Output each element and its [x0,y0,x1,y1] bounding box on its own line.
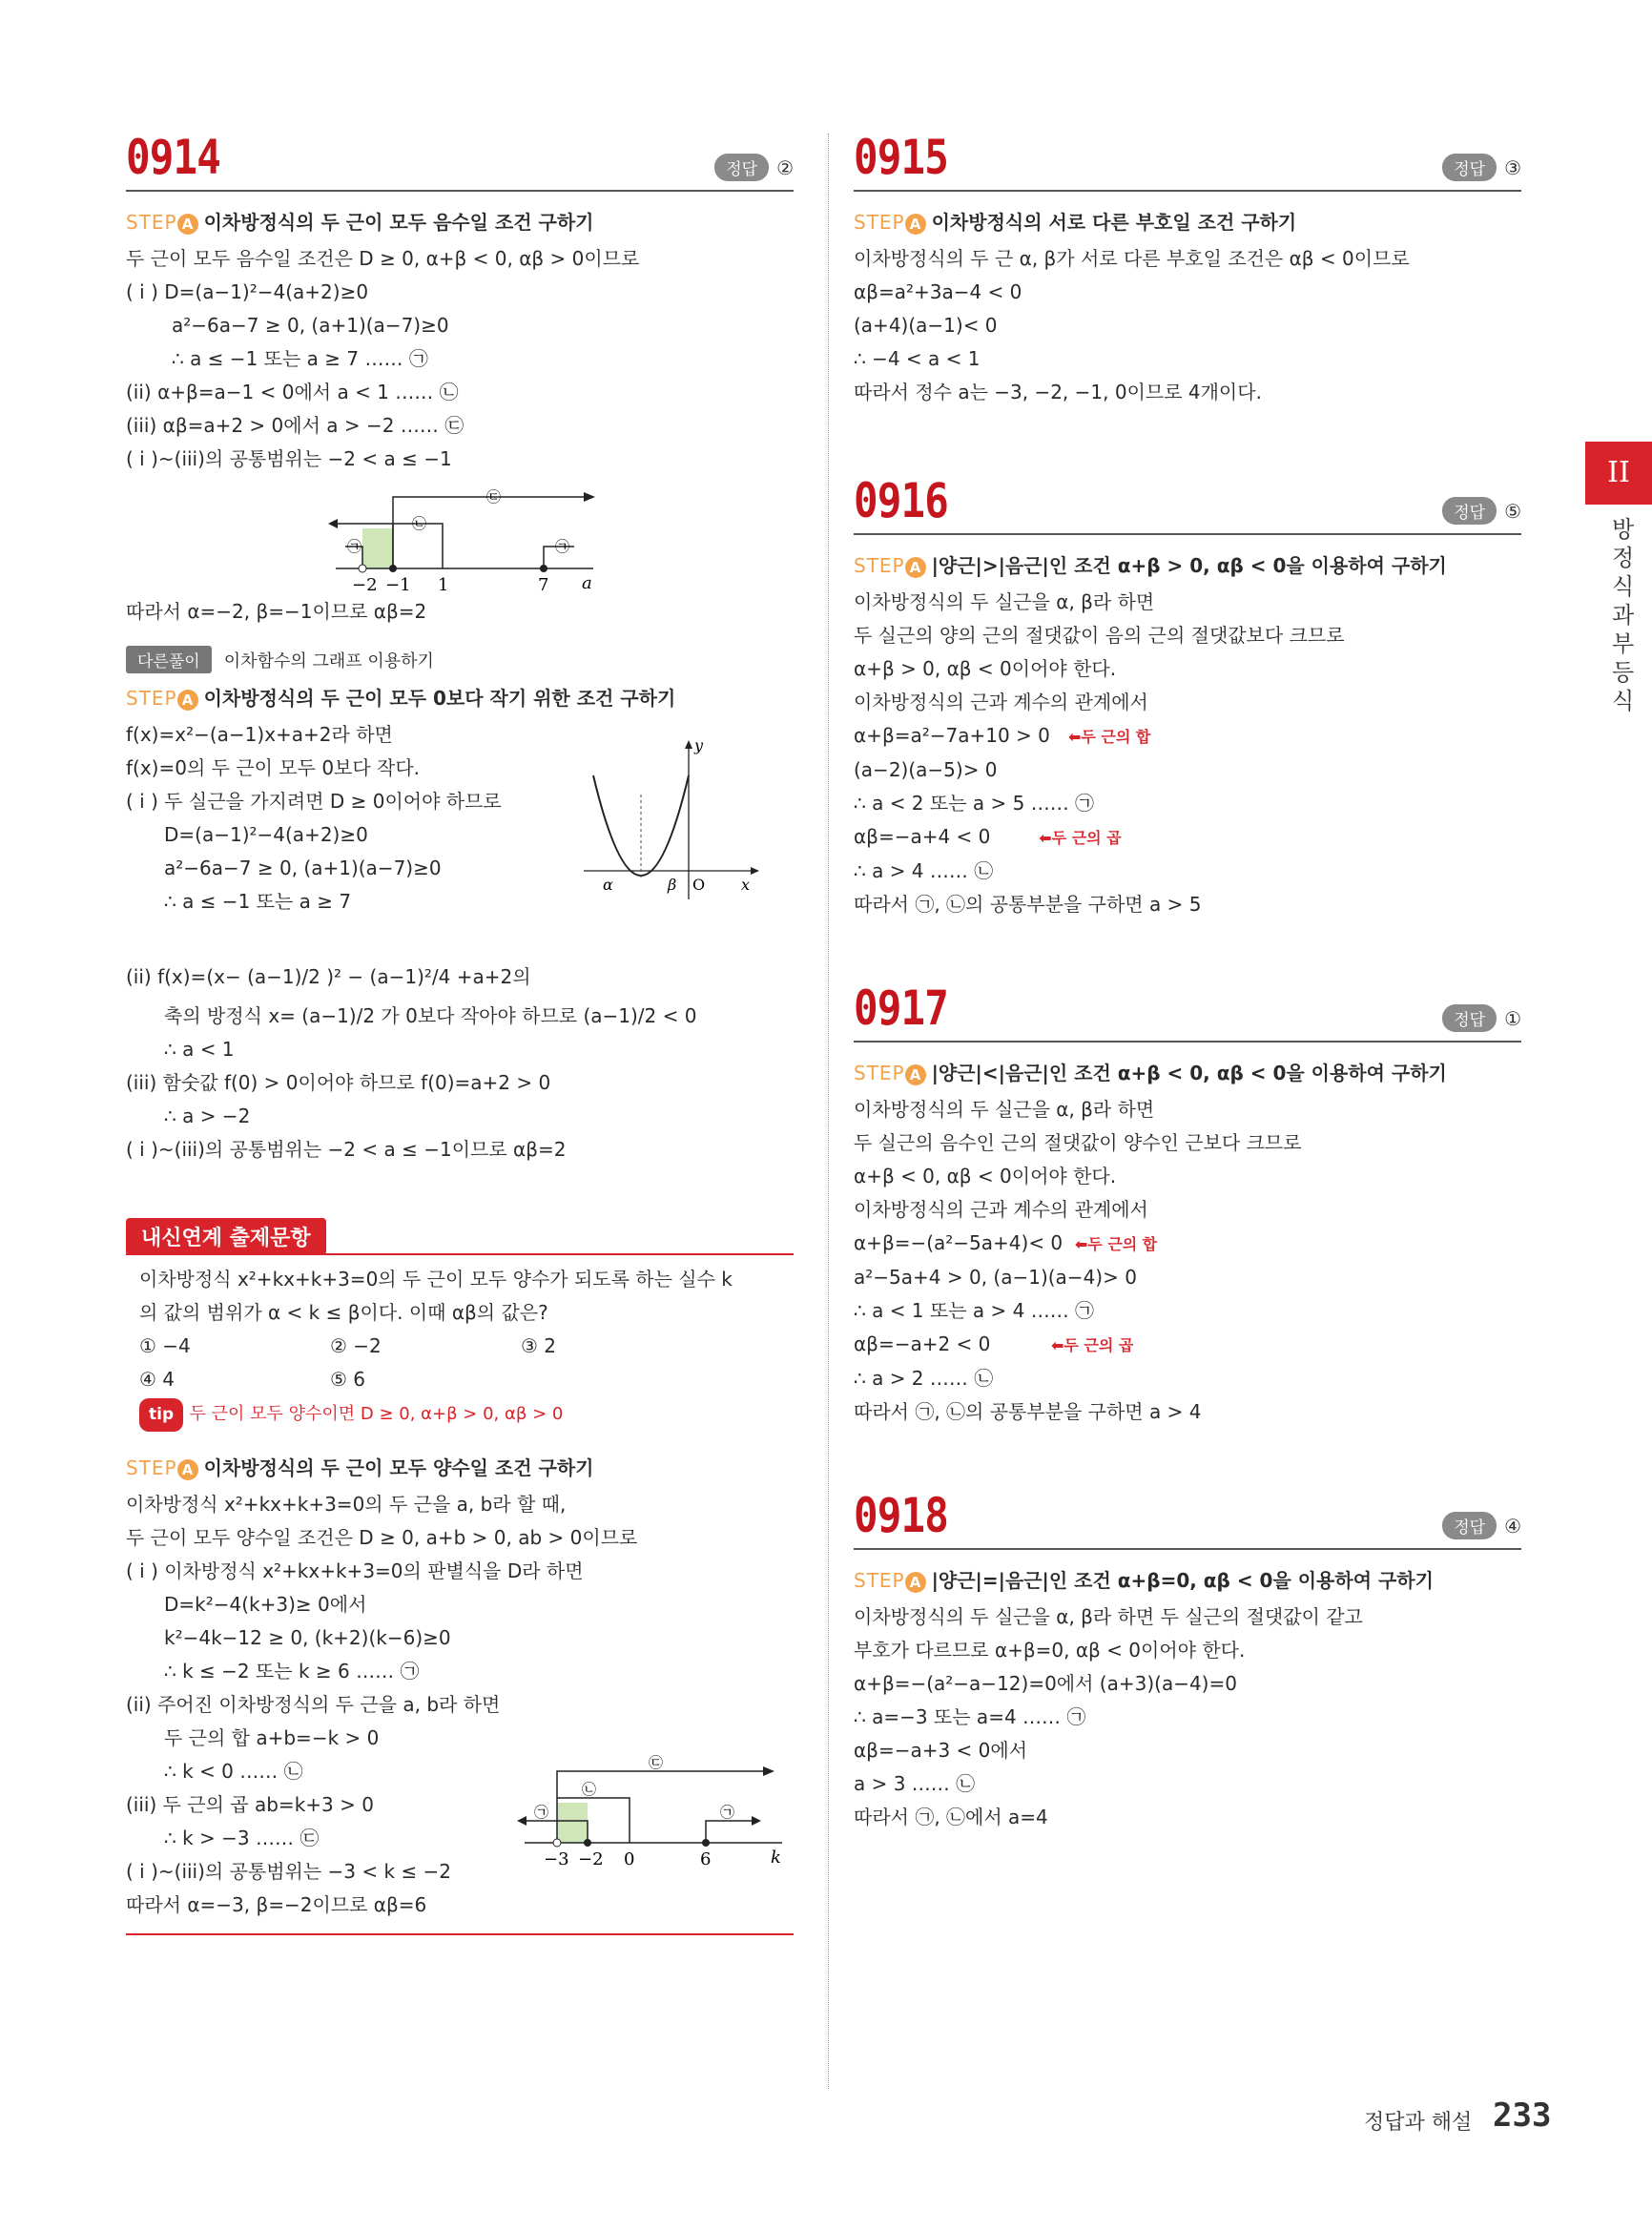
solution-line: ∴ k ≤ −2 또는 k ≥ 6 …… ㉠ [164,1660,420,1683]
solution-line: 이차방정식의 두 실근을 α, β라 하면 [854,590,1155,613]
solution-line: ( i ) 이차방정식 x²+kx+k+3=0의 판별식을 D라 하면 [126,1559,584,1582]
equation: αβ=−a+4 < 0 [854,825,991,848]
solution-line: ∴ a < 1 또는 a > 4 …… ㉠ [854,1299,1095,1322]
solution-line: D=k²−4(k+3)≥ 0에서 [164,1593,367,1616]
alt-block [126,718,794,919]
solution-line [854,1227,1521,1261]
choice: ③ 2 [521,1334,557,1357]
step-word: STEP [854,211,905,234]
solution-line: α+β < 0, αβ < 0이어야 한다. [854,1165,1117,1187]
parabola-graph [574,737,765,909]
tip-label: tip [139,1398,183,1432]
related-problem [126,1218,794,1935]
solution-line: 이차방정식의 두 실근을 α, β라 하면 두 실근의 절댓값이 같고 [854,1605,1363,1628]
answer-label: 정답 [1442,1512,1497,1539]
step-title: |양근|=|음근|인 조건 α+β=0, αβ < 0을 이용하여 구하기 [931,1569,1434,1592]
answer-box [1442,497,1521,525]
problem-number: 0917 [854,981,948,1036]
solution-line: 따라서 α=−3, β=−2이므로 αβ=6 [126,1893,427,1916]
solution-line: ∴ a > 4 …… ㉡ [854,859,994,882]
tick-label: a [582,573,592,593]
question-line: 이차방정식 x²+kx+k+3=0의 두 근이 모두 양수가 되도록 하는 실수 k [139,1268,733,1291]
solution-line: 이차방정식의 두 근 α, β가 서로 다른 부호일 조건은 αβ < 0이므로 [854,247,1410,270]
solution-line: ∴ a ≤ −1 또는 a ≥ 7 …… ㉠ [172,347,428,370]
solution-line: ∴ a > 2 …… ㉡ [854,1367,994,1390]
page-number: 233 [1493,2096,1552,2135]
related-question [126,1255,794,1432]
solution-line: (ii) f(x)=(x− (a−1)/2 )² − (a−1)²/4 +a+2의 [126,965,531,988]
solution-line: ∴ a < 1 [164,1038,235,1061]
solution-line: (a−2)(a−5)> 0 [854,758,998,781]
equation: α+β=−(a²−5a+4)< 0 [854,1231,1063,1254]
range-mark: ㉡ [412,515,427,532]
step-heading [854,207,1521,235]
related-solution [126,1488,794,1922]
chapter-tab: II [1585,442,1652,505]
solution-line: 따라서 ㉠, ㉡의 공통부분을 구하면 a > 5 [854,893,1202,916]
solution-line: α+β > 0, αβ < 0이어야 한다. [854,657,1117,680]
step-title: |양근|<|음근|인 조건 α+β < 0, αβ < 0을 이용하여 구하기 [931,1062,1447,1084]
choice: ④ 4 [139,1368,176,1391]
solution-line: 이차방정식의 두 실근을 α, β라 하면 [854,1098,1155,1121]
step-heading [854,550,1521,578]
note-sum: ⬅두 근의 합 [1067,728,1151,746]
number-line-diagram [326,476,612,595]
axis-label-x: x [741,876,751,894]
solution-line: α+β=−(a²−a−12)=0에서 (a+3)(a−4)=0 [854,1672,1237,1695]
solution-line: αβ=−a+3 < 0에서 [854,1739,1028,1762]
solution-line: ∴ k < 0 …… ㉡ [164,1760,303,1783]
problem-0915 [854,129,1521,472]
problem-number: 0918 [854,1488,948,1543]
range-mark: ㉢ [649,1754,664,1771]
related-banner: 내신연계 출제문항 [126,1218,326,1255]
problem-number: 0914 [126,130,220,185]
problem-0917 [854,980,1521,1487]
solution-line: a²−6a−7 ≥ 0, (a+1)(a−7)≥0 [164,857,442,879]
equation: α+β=a²−7a+10 > 0 [854,724,1050,747]
solution-line: 따라서 ㉠, ㉡에서 a=4 [854,1806,1048,1828]
solution-line: 이차방정식의 근과 계수의 관계에서 [854,691,1148,713]
answer-box [1442,1512,1521,1539]
solution-line: 두 실근의 양의 근의 절댓값이 음의 근의 절댓값보다 크므로 [854,624,1345,647]
solution-line: (iii) αβ=a+2 > 0에서 a > −2 …… ㉢ [126,414,465,437]
solution-line: ( i )~(iii)의 공통범위는 −3 < k ≤ −2 [126,1860,452,1883]
tick-label: 0 [624,1849,635,1869]
solution-line: ∴ k > −3 …… ㉢ [164,1827,320,1849]
choices-row [139,1330,794,1363]
answer-label: 정답 [1442,497,1497,525]
divider [854,190,1521,192]
question-line: 의 값의 범위가 α < k ≤ β이다. 이때 αβ의 값은? [139,1301,548,1324]
problem-0918 [854,1487,1521,1834]
solution-line: 따라서 ㉠, ㉡의 공통부분을 구하면 a > 4 [854,1400,1202,1423]
solution-line: 따라서 정수 a는 −3, −2, −1, 0이므로 4개이다. [854,381,1262,403]
solution-line: ∴ a > −2 [164,1105,251,1127]
step-heading [854,1058,1521,1085]
solution-line: ( i )~(iii)의 공통범위는 −2 < a ≤ −1 [126,447,452,470]
equation: αβ=−a+2 < 0 [854,1332,991,1355]
solution-line: 두 근이 모두 음수일 조건은 D ≥ 0, α+β < 0, αβ > 0이므로 [126,247,640,270]
solution-line [854,820,1521,855]
solution-line: k²−4k−12 ≥ 0, (k+2)(k−6)≥0 [164,1626,451,1649]
answer-box [714,154,794,181]
solution-line: ∴ −4 < a < 1 [854,347,981,370]
step-title: 이차방정식의 두 근이 모두 양수일 조건 구하기 [203,1456,594,1479]
alt-badge: 다른풀이 [126,646,212,673]
problem-0914 [126,129,794,1167]
solution-line: (a+4)(a−1)< 0 [854,314,998,337]
range-mark: ㉠ [720,1804,735,1821]
divider [854,1041,1521,1043]
tick-label: −3 [544,1849,569,1869]
choice: ② −2 [330,1334,382,1357]
left-column [126,129,794,1935]
red-divider [126,1933,794,1935]
conclusion: 따라서 α=−2, β=−1이므로 αβ=2 [126,600,427,623]
choice: ⑤ 6 [330,1368,366,1391]
right-column [854,129,1521,1834]
choices-row [139,1363,794,1396]
answer-label: 정답 [1442,154,1497,181]
tip-row [139,1396,794,1432]
solution-line: a²−5a+4 > 0, (a−1)(a−4)> 0 [854,1266,1137,1289]
solution-line: 두 근이 모두 양수일 조건은 D ≥ 0, a+b > 0, ab > 0이므로 [126,1526,638,1549]
answer-label: 정답 [1442,1004,1497,1032]
solution-line [854,719,1521,754]
tick-label: 1 [438,575,449,595]
tick-label: 6 [700,1849,712,1869]
column-divider [828,134,829,2089]
alt-solution-heading [126,646,794,673]
answer-box [1442,154,1521,181]
note-sum: ⬅두 근의 합 [1074,1235,1158,1253]
answer-value: ② [776,155,794,179]
solution-line: ( i )~(iii)의 공통범위는 −2 < a ≤ −1이므로 αβ=2 [126,1138,567,1161]
answer-label: 정답 [714,154,769,181]
tip-text: 두 근이 모두 양수이면 D ≥ 0, α+β > 0, αβ > 0 [189,1404,564,1424]
note-product: ⬅두 근의 곱 [1050,1336,1134,1354]
problem-0916 [854,472,1521,980]
step-heading [126,207,794,235]
step-title: 이차방정식의 서로 다른 부호일 조건 구하기 [931,211,1297,234]
step-title: 이차방정식의 두 근이 모두 음수일 조건 구하기 [203,211,594,234]
problem-number: 0916 [854,473,948,528]
footer-label: 정답과 해설 [1364,2111,1473,2135]
solution-line: a > 3 …… ㉡ [854,1772,976,1795]
divider [854,533,1521,535]
choice: ① −4 [139,1334,191,1357]
tick-label: 7 [538,575,549,595]
step-word: STEP [854,554,905,577]
solution-line: ( i ) D=(a−1)²−4(a+2)≥0 [126,280,369,303]
step-word: STEP [126,211,177,234]
solution-line: 두 실근의 음수인 근의 절댓값이 양수인 근보다 크므로 [854,1131,1302,1154]
range-mark: ㉠ [534,1804,549,1821]
alt-title: 이차함수의 그래프 이용하기 [223,651,434,671]
solution-line: 두 근의 합 a+b=−k > 0 [164,1726,380,1749]
range-mark: ㉠ [555,538,570,555]
step-letter: A [905,214,926,235]
solution-line: ( i ) 두 실근을 가지려면 D ≥ 0이어야 하므로 [126,790,502,813]
divider [126,190,794,192]
step-letter: A [177,1459,198,1480]
root-alpha: α [603,876,613,894]
solution-line: f(x)=0의 두 근이 모두 0보다 작다. [126,756,421,779]
problem-number: 0915 [854,130,948,185]
origin-label: O [692,876,706,894]
solution-line: D=(a−1)²−4(a+2)≥0 [164,823,368,846]
answer-value: ④ [1504,1514,1521,1538]
solution-line: 부호가 다르므로 α+β=0, αβ < 0이어야 한다. [854,1639,1246,1662]
step-title: |양근|>|음근|인 조건 α+β > 0, αβ < 0을 이용하여 구하기 [931,554,1447,577]
solution-line: ∴ a=−3 또는 a=4 …… ㉠ [854,1705,1086,1728]
tick-label: −2 [352,575,378,595]
number-line-diagram [515,1750,792,1869]
step-word: STEP [854,1062,905,1084]
solution-line: (ii) 주어진 이차방정식의 두 근을 a, b라 하면 [126,1693,501,1716]
tick-label: −1 [385,575,411,595]
step-heading [126,1453,794,1480]
step-letter: A [905,1064,926,1085]
step-word: STEP [126,687,177,710]
solution-line [854,1328,1521,1362]
solution-line: f(x)=x²−(a−1)x+a+2라 하면 [126,723,393,746]
common-range-fill [362,528,393,568]
answer-value: ⑤ [1504,499,1521,523]
solution-line: (ii) α+β=a−1 < 0에서 a < 1 …… ㉡ [126,381,459,403]
chapter-title: 방정식과 부등식 [1612,516,1635,714]
step-heading [854,1565,1521,1593]
step-title: 이차방정식의 두 근이 모두 0보다 작기 위한 조건 구하기 [203,687,676,710]
range-mark: ㉢ [486,488,502,506]
solution-line: 이차방정식 x²+kx+k+3=0의 두 근을 a, b라 할 때, [126,1493,567,1516]
answer-value: ③ [1504,155,1521,179]
range-mark: ㉡ [582,1781,597,1798]
solution-line: (iii) 두 근의 곱 ab=k+3 > 0 [126,1793,374,1816]
tick-label: −2 [578,1849,604,1869]
note-product: ⬅두 근의 곱 [1039,829,1122,847]
answer-value: ① [1504,1006,1521,1030]
answer-box [1442,1004,1521,1032]
solution-line: 이차방정식의 근과 계수의 관계에서 [854,1198,1148,1221]
axis-label-y: y [694,737,704,754]
step-word: STEP [126,1456,177,1479]
root-beta: β [668,876,677,894]
solution-line: (iii) 함숫값 f(0) > 0이어야 하므로 f(0)=a+2 > 0 [126,1071,551,1094]
step-word: STEP [854,1569,905,1592]
tick-label: k [771,1848,781,1868]
solution-line: 축의 방정식 x= (a−1)/2 가 0보다 작아야 하므로 (a−1)/2 < 0 [164,1004,697,1027]
divider [854,1548,1521,1550]
step-letter: A [905,1572,926,1593]
step-letter: A [905,557,926,578]
step-letter: A [177,214,198,235]
solution-line: αβ=a²+3a−4 < 0 [854,280,1022,303]
step-letter: A [177,690,198,711]
step-heading [126,683,794,711]
range-mark: ㉠ [347,538,362,555]
solution-line: a²−6a−7 ≥ 0, (a+1)(a−7)≥0 [172,314,449,337]
solution-line: ∴ a < 2 또는 a > 5 …… ㉠ [854,792,1095,815]
solution-line: ∴ a ≤ −1 또는 a ≥ 7 [164,890,352,913]
